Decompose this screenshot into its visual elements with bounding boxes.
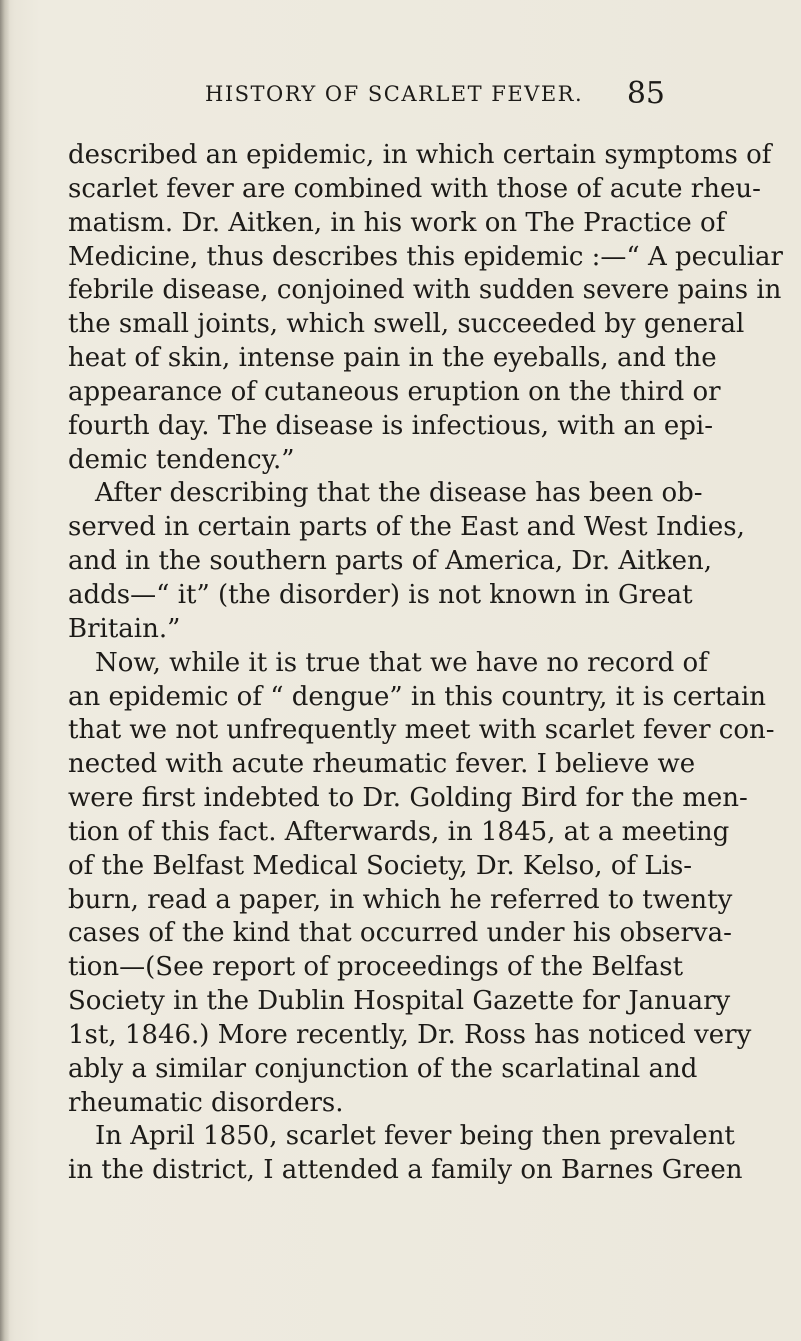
text-line: that we not unfrequently meet with scarlet fever con-: [68, 715, 775, 746]
text-line: an epidemic of “ dengue” in this country, it is certain: [68, 681, 767, 712]
text-line: tion—(See report of proceedings of the Belfast: [68, 952, 684, 983]
text-line: matism. Dr. Aitken, in his work on The Practice of: [68, 207, 726, 238]
text-line: in the district, I attended a family on Barnes Green: [68, 1155, 743, 1186]
text-line: After describing that the disease has been ob-: [95, 478, 703, 509]
text-line: nected with acute rheumatic fever. I believe we: [68, 749, 696, 780]
text-line: of the Belfast Medical Society, Dr. Kelso, of Lis-: [68, 850, 693, 881]
text-line: the small joints, which swell, succeeded by general: [68, 309, 745, 340]
text-line: scarlet fever are combined with those of acute rheu-: [68, 173, 761, 204]
text-line: In April 1850, scarlet fever being then prevalent: [95, 1121, 735, 1152]
page-number: 85: [626, 76, 665, 111]
text-line: Society in the Dublin Hospital Gazette for January: [68, 986, 731, 1017]
text-line: served in certain parts of the East and West Indies,: [68, 512, 745, 543]
text-line: demic tendency.”: [68, 444, 295, 475]
text-line: and in the southern parts of America, Dr. Aitken,: [68, 546, 713, 577]
text-line: Now, while it is true that we have no record of: [95, 647, 708, 678]
binding-gutter-shadow: [0, 0, 10, 1341]
page-header: [205, 76, 665, 112]
running-title: HISTORY OF SCARLET FEVER.: [205, 82, 584, 106]
body-text: [68, 139, 783, 1188]
text-line: burn, read a paper, in which he referred to twenty: [68, 884, 733, 915]
text-line: febrile disease, conjoined with sudden severe pains in: [68, 275, 782, 306]
text-line: adds—“ it” (the disorder) is not known in Great: [68, 579, 693, 610]
text-line: appearance of cutaneous eruption on the third or: [68, 376, 721, 407]
text-line: rheumatic disorders.: [68, 1087, 344, 1118]
text-line: described an epidemic, in which certain symptoms of: [68, 140, 772, 170]
text-line: were first indebted to Dr. Golding Bird for the men-: [68, 783, 748, 814]
text-line: heat of skin, intense pain in the eyeballs, and the: [68, 343, 717, 374]
text-line: 1st, 1846.) More recently, Dr. Ross has noticed very: [68, 1019, 752, 1050]
text-line: cases of the kind that occurred under his observa-: [68, 918, 732, 949]
text-line: Medicine, thus describes this epidemic :—“ A peculiar: [68, 241, 783, 272]
text-line: tion of this fact. Afterwards, in 1845, at a meeting: [68, 816, 730, 847]
text-line: Britain.”: [68, 613, 181, 644]
text-line: ably a similar conjunction of the scarlatinal and: [68, 1053, 698, 1084]
text-line: fourth day. The disease is infectious, with an epi-: [68, 410, 713, 441]
